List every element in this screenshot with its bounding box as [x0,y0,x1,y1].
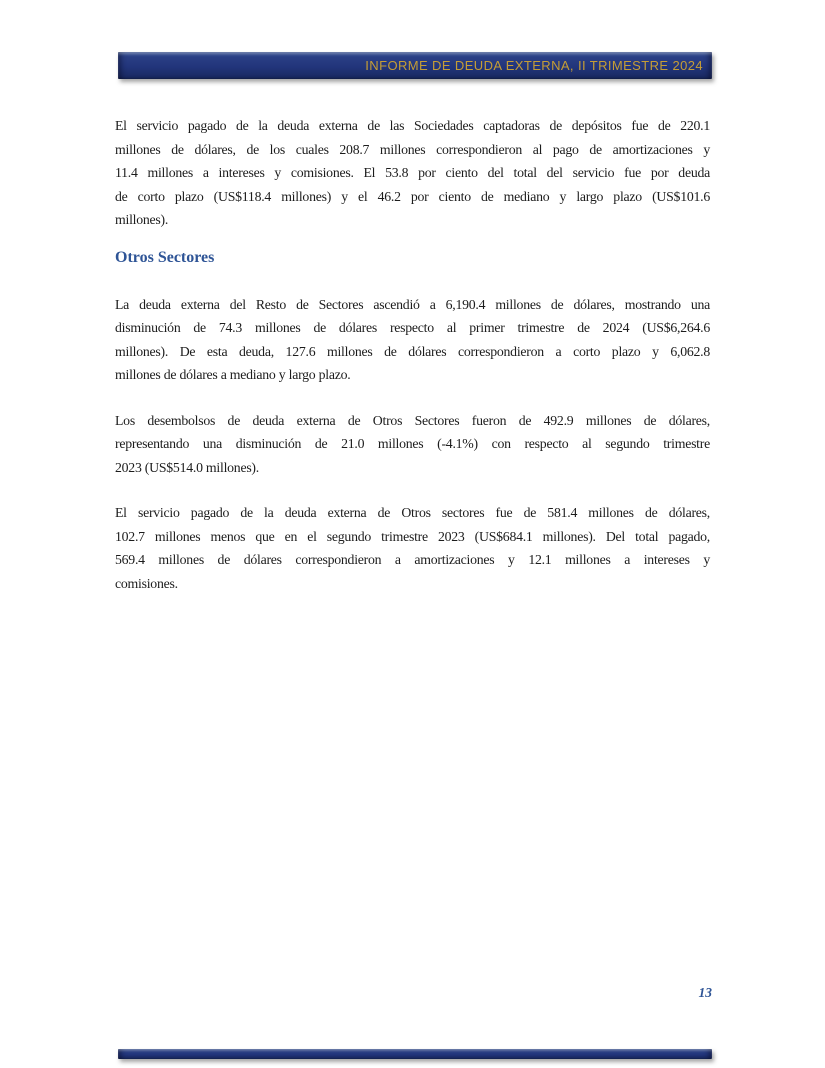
text-line: 11.4 millones a intereses y comisiones. El 53.8 por ciento del total del servicio fue por deuda [115,165,710,180]
text-line: El servicio pagado de la deuda externa de Otros sectores fue de 581.4 millones de dólares, [115,505,710,520]
text-line: El servicio pagado de la deuda externa de las Sociedades captadoras de depósitos fue de 220.1 [115,118,710,133]
text-line: Los desembolsos de deuda externa de Otros Sectores fueron de 492.9 millones de dólares, [115,412,710,428]
text-line: comisiones. [115,575,178,591]
text-line: disminución de 74.3 millones de dólares respecto al primer trimestre de 2024 (US$6,264.6 [115,320,710,335]
section-heading-otros-sectores: Otros Sectores [115,248,215,266]
text-line: millones). De esta deuda, 127.6 millones de dólares correspondieron a corto plazo y 6,062.8 [115,343,710,359]
text-line: millones de dólares, de los cuales 208.7 millones correspondieron al pago de amortizaciones y [115,141,710,157]
paragraph-other-sectors-service [115,501,710,595]
paragraph-other-sectors-debt [115,293,710,387]
text-line: representando una disminución de 21.0 millones (-4.1%) con respecto al segundo trimestre [115,436,710,451]
footer-bar [118,1049,712,1059]
text-line: millones de dólares a mediano y largo plazo. [115,367,351,382]
paragraph-deposit-societies-service [115,114,710,232]
paragraph-other-sectors-disbursements [115,409,710,480]
text-line: de corto plazo (US$118.4 millones) y el 46.2 por ciento de mediano y largo plazo (US$101.6 [115,188,710,204]
text-line: 102.7 millones menos que en el segundo trimestre 2023 (US$684.1 millones). Del total pagado, [115,528,710,544]
page-number: 13 [698,985,712,1000]
report-title: INFORME DE DEUDA EXTERNA, II TRIMESTRE 2024 [365,58,703,73]
text-line: 569.4 millones de dólares correspondieron a amortizaciones y 12.1 millones a intereses y [115,552,710,567]
page-content [115,114,710,595]
text-line: millones). [115,212,169,227]
text-line: La deuda externa del Resto de Sectores ascendió a 6,190.4 millones de dólares, mostrando una [115,296,710,312]
header-bar [118,52,712,79]
text-line: 2023 (US$514.0 millones). [115,459,259,475]
